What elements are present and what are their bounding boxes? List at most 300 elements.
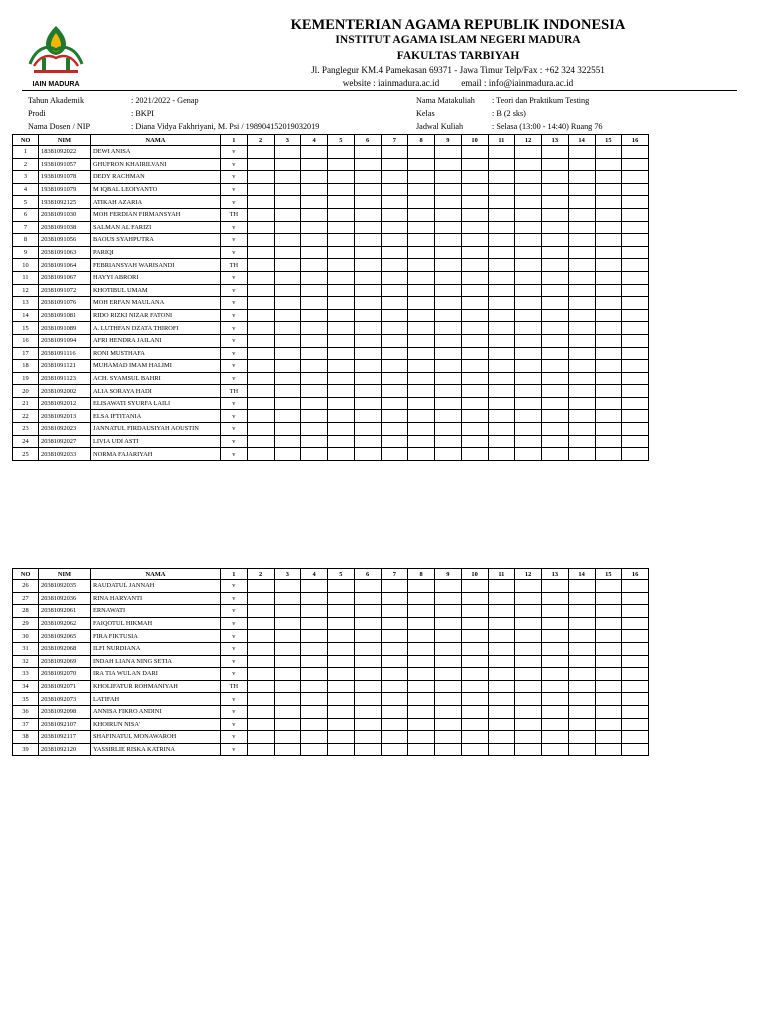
attendance-cell [381, 592, 408, 605]
attendance-cell [247, 372, 274, 385]
attendance-cell [435, 630, 462, 643]
logo-text: IAIN MADURA [32, 81, 80, 88]
attendance-cell [328, 605, 355, 618]
student-nim: 19381091079 [39, 183, 91, 196]
student-name: DEDY RACHMAN [91, 171, 221, 184]
student-nim: 20381092036 [39, 592, 91, 605]
attendance-cell [408, 347, 435, 360]
attendance-cell [354, 234, 381, 247]
attendance-cell [301, 171, 328, 184]
table-row [13, 435, 649, 448]
attendance-cell [622, 334, 649, 347]
attendance-cell [247, 221, 274, 234]
attendance-cell [381, 259, 408, 272]
attendance-cell [542, 580, 569, 593]
attendance-cell [461, 410, 488, 423]
student-name: HAYYI ABRORI [91, 271, 221, 284]
student-name: SALMAN AL FARIZI [91, 221, 221, 234]
attendance-cell [515, 718, 542, 731]
attendance-cell [408, 743, 435, 756]
column-header: 10 [461, 569, 488, 580]
attendance-cell [381, 208, 408, 221]
attendance-cell [274, 208, 301, 221]
attendance-cell [381, 221, 408, 234]
attendance-cell [408, 668, 435, 681]
attendance-cell [595, 731, 622, 744]
attendance-cell [301, 297, 328, 310]
attendance-cell [461, 171, 488, 184]
student-name: KHOLIFATUR ROHMANIYAH [91, 680, 221, 693]
attendance-cell [435, 360, 462, 373]
attendance-cell [435, 297, 462, 310]
attendance-cell [595, 668, 622, 681]
attendance-cell [461, 234, 488, 247]
attendance-cell [381, 680, 408, 693]
attendance-cell [515, 221, 542, 234]
attendance-cell [515, 171, 542, 184]
student-name: ELSA IFTITANIA [91, 410, 221, 423]
attendance-cell [488, 297, 515, 310]
attendance-cell [247, 360, 274, 373]
row-number: 25 [13, 448, 39, 461]
attendance-mark: v [221, 322, 248, 335]
attendance-cell [595, 183, 622, 196]
attendance-cell [328, 397, 355, 410]
student-nim: 20381092033 [39, 448, 91, 461]
attendance-cell [274, 668, 301, 681]
attendance-cell [568, 705, 595, 718]
attendance-cell [408, 208, 435, 221]
column-header: 14 [568, 569, 595, 580]
student-name: JANNATUL FIRDAUSIYAH AOUSTIN [91, 423, 221, 436]
attendance-cell [274, 592, 301, 605]
attendance-cell [515, 322, 542, 335]
attendance-cell [461, 322, 488, 335]
attendance-cell [247, 435, 274, 448]
attendance-cell [301, 221, 328, 234]
attendance-cell [595, 297, 622, 310]
attendance-cell [568, 693, 595, 706]
student-name: NORMA FAJARIYAH [91, 448, 221, 461]
table-row [13, 234, 649, 247]
attendance-cell [301, 271, 328, 284]
attendance-cell [515, 592, 542, 605]
attendance-cell [328, 234, 355, 247]
column-header: 9 [435, 569, 462, 580]
attendance-cell [542, 448, 569, 461]
row-number: 24 [13, 435, 39, 448]
column-header: NIM [39, 569, 91, 580]
attendance-cell [381, 234, 408, 247]
attendance-cell [247, 605, 274, 618]
student-name: LATIFAH [91, 693, 221, 706]
table-row [13, 642, 649, 655]
attendance-mark: v [221, 196, 248, 209]
attendance-cell [515, 158, 542, 171]
attendance-cell [568, 448, 595, 461]
attendance-cell [488, 592, 515, 605]
attendance-cell [488, 259, 515, 272]
attendance-cell [247, 410, 274, 423]
attendance-cell [515, 347, 542, 360]
attendance-cell [595, 309, 622, 322]
attendance-cell [435, 196, 462, 209]
column-header: 6 [354, 569, 381, 580]
attendance-cell [542, 743, 569, 756]
attendance-cell [354, 655, 381, 668]
column-header: NO [13, 569, 39, 580]
attendance-cell [595, 322, 622, 335]
row-number: 26 [13, 580, 39, 593]
attendance-cell [622, 196, 649, 209]
attendance-cell [354, 208, 381, 221]
attendance-cell [568, 183, 595, 196]
attendance-cell [622, 743, 649, 756]
attendance-mark: v [221, 284, 248, 297]
table-row [13, 423, 649, 436]
attendance-cell [542, 410, 569, 423]
attendance-cell [354, 410, 381, 423]
table-row [13, 385, 649, 398]
attendance-cell [515, 668, 542, 681]
attendance-cell [328, 284, 355, 297]
column-header: 15 [595, 135, 622, 146]
attendance-mark: v [221, 397, 248, 410]
table-row [13, 655, 649, 668]
row-number: 11 [13, 271, 39, 284]
attendance-cell [328, 322, 355, 335]
student-nim: 20381092070 [39, 668, 91, 681]
attendance-cell [515, 655, 542, 668]
table-row [13, 259, 649, 272]
attendance-cell [354, 347, 381, 360]
student-nim: 19381091078 [39, 171, 91, 184]
attendance-cell [328, 617, 355, 630]
row-number: 38 [13, 731, 39, 744]
student-name: DEWI ANISA [91, 146, 221, 159]
attendance-cell [354, 322, 381, 335]
column-header: 11 [488, 135, 515, 146]
attendance-table-page1 [12, 134, 649, 461]
attendance-cell [408, 372, 435, 385]
attendance-cell [542, 221, 569, 234]
attendance-cell [568, 642, 595, 655]
row-number: 2 [13, 158, 39, 171]
attendance-cell [542, 605, 569, 618]
attendance-cell [568, 743, 595, 756]
attendance-cell [247, 297, 274, 310]
attendance-cell [247, 592, 274, 605]
attendance-cell [568, 605, 595, 618]
attendance-cell [328, 743, 355, 756]
student-name: ILFI NURDIANA [91, 642, 221, 655]
attendance-cell [542, 397, 569, 410]
attendance-cell [622, 397, 649, 410]
attendance-cell [381, 668, 408, 681]
attendance-cell [568, 731, 595, 744]
attendance-cell [381, 372, 408, 385]
attendance-cell [301, 693, 328, 706]
column-header: 4 [301, 569, 328, 580]
attendance-cell [408, 423, 435, 436]
student-nim: 19381091057 [39, 158, 91, 171]
attendance-cell [622, 385, 649, 398]
attendance-mark: v [221, 668, 248, 681]
attendance-cell [408, 309, 435, 322]
attendance-cell [542, 680, 569, 693]
student-name: PARIQI [91, 246, 221, 259]
attendance-cell [274, 259, 301, 272]
attendance-cell [408, 322, 435, 335]
attendance-cell [595, 580, 622, 593]
attendance-cell [488, 196, 515, 209]
attendance-cell [381, 630, 408, 643]
attendance-cell [328, 718, 355, 731]
attendance-cell [622, 705, 649, 718]
row-number: 20 [13, 385, 39, 398]
attendance-cell [595, 448, 622, 461]
attendance-cell [408, 158, 435, 171]
attendance-mark: v [221, 655, 248, 668]
attendance-cell [354, 372, 381, 385]
attendance-cell [435, 743, 462, 756]
student-nim: 20381092071 [39, 680, 91, 693]
attendance-mark: v [221, 718, 248, 731]
student-name: KHOIRUN NISA' [91, 718, 221, 731]
attendance-cell [435, 435, 462, 448]
table-row [13, 605, 649, 618]
attendance-cell [595, 693, 622, 706]
attendance-cell [408, 146, 435, 159]
attendance-cell [595, 705, 622, 718]
attendance-cell [542, 183, 569, 196]
attendance-cell [488, 680, 515, 693]
tahun-value: : 2021/2022 - Genap [131, 96, 199, 105]
attendance-cell [461, 271, 488, 284]
attendance-mark: v [221, 592, 248, 605]
attendance-cell [274, 435, 301, 448]
attendance-cell [328, 196, 355, 209]
attendance-cell [274, 605, 301, 618]
attendance-cell [301, 680, 328, 693]
attendance-cell [328, 385, 355, 398]
attendance-cell [488, 617, 515, 630]
attendance-cell [622, 234, 649, 247]
student-nim: 20381091076 [39, 297, 91, 310]
attendance-cell [247, 642, 274, 655]
attendance-cell [595, 397, 622, 410]
attendance-cell [381, 580, 408, 593]
attendance-cell [435, 423, 462, 436]
attendance-cell [247, 183, 274, 196]
attendance-cell [381, 410, 408, 423]
table-row [13, 668, 649, 681]
column-header: 8 [408, 135, 435, 146]
student-nim: 20381091081 [39, 309, 91, 322]
attendance-mark: v [221, 605, 248, 618]
attendance-cell [354, 580, 381, 593]
student-nim: 20381091123 [39, 372, 91, 385]
attendance-cell [515, 360, 542, 373]
attendance-cell [488, 743, 515, 756]
student-nim: 20381092069 [39, 655, 91, 668]
attendance-cell [381, 183, 408, 196]
attendance-cell [461, 221, 488, 234]
attendance-cell [542, 372, 569, 385]
attendance-cell [247, 668, 274, 681]
attendance-cell [542, 655, 569, 668]
attendance-cell [274, 334, 301, 347]
attendance-cell [408, 259, 435, 272]
attendance-cell [542, 435, 569, 448]
attendance-cell [488, 322, 515, 335]
attendance-cell [515, 397, 542, 410]
attendance-cell [568, 617, 595, 630]
attendance-mark: TH [221, 259, 248, 272]
attendance-cell [488, 580, 515, 593]
attendance-cell [381, 617, 408, 630]
attendance-cell [408, 196, 435, 209]
attendance-cell [301, 208, 328, 221]
attendance-cell [488, 605, 515, 618]
student-nim: 20381092012 [39, 397, 91, 410]
attendance-cell [328, 334, 355, 347]
attendance-cell [622, 630, 649, 643]
attendance-cell [274, 246, 301, 259]
row-number: 13 [13, 297, 39, 310]
table-row [13, 208, 649, 221]
attendance-cell [301, 718, 328, 731]
attendance-cell [568, 423, 595, 436]
attendance-cell [408, 271, 435, 284]
attendance-cell [515, 680, 542, 693]
attendance-cell [301, 580, 328, 593]
student-name: ACH. SYAMSUL BAHRI [91, 372, 221, 385]
attendance-cell [301, 397, 328, 410]
attendance-cell [622, 410, 649, 423]
attendance-cell [568, 347, 595, 360]
student-nim: 20381092061 [39, 605, 91, 618]
attendance-cell [595, 146, 622, 159]
matkul-label: Nama Matakuliah [416, 96, 475, 105]
attendance-cell [461, 372, 488, 385]
attendance-table-page2 [12, 568, 649, 756]
attendance-cell [515, 334, 542, 347]
attendance-cell [328, 246, 355, 259]
attendance-cell [435, 372, 462, 385]
attendance-cell [568, 397, 595, 410]
attendance-cell [488, 246, 515, 259]
attendance-cell [568, 410, 595, 423]
student-nim: 19381092125 [39, 196, 91, 209]
attendance-cell [328, 705, 355, 718]
column-header: 2 [247, 569, 274, 580]
student-name: MOH ERFAN MAULANA [91, 297, 221, 310]
attendance-cell [381, 158, 408, 171]
attendance-cell [595, 259, 622, 272]
attendance-cell [595, 410, 622, 423]
attendance-cell [381, 309, 408, 322]
row-number: 31 [13, 642, 39, 655]
attendance-cell [595, 158, 622, 171]
attendance-cell [461, 309, 488, 322]
attendance-cell [622, 259, 649, 272]
attendance-cell [408, 410, 435, 423]
attendance-cell [435, 705, 462, 718]
attendance-cell [354, 334, 381, 347]
attendance-cell [461, 655, 488, 668]
student-name: MUHAMAD IMAM HALIMI [91, 360, 221, 373]
attendance-cell [435, 385, 462, 398]
table-row [13, 196, 649, 209]
table-row [13, 410, 649, 423]
attendance-cell [408, 617, 435, 630]
attendance-cell [622, 360, 649, 373]
column-header: 3 [274, 569, 301, 580]
attendance-cell [408, 360, 435, 373]
attendance-cell [488, 731, 515, 744]
attendance-cell [408, 435, 435, 448]
column-header: 6 [354, 135, 381, 146]
attendance-cell [354, 271, 381, 284]
attendance-mark: v [221, 705, 248, 718]
attendance-cell [515, 208, 542, 221]
attendance-cell [408, 246, 435, 259]
attendance-cell [354, 297, 381, 310]
attendance-cell [435, 718, 462, 731]
column-header: 5 [328, 569, 355, 580]
attendance-cell [461, 693, 488, 706]
attendance-cell [542, 731, 569, 744]
table-row [13, 743, 649, 756]
address-line: Jl. Panglegur KM.4 Pamekasan 69371 - Jawa Timur Telp/Fax : +62 324 322551 [311, 65, 605, 75]
attendance-cell [542, 234, 569, 247]
attendance-cell [622, 642, 649, 655]
table-row [13, 397, 649, 410]
row-number: 35 [13, 693, 39, 706]
attendance-mark: v [221, 347, 248, 360]
attendance-cell [488, 642, 515, 655]
attendance-cell [435, 668, 462, 681]
attendance-cell [247, 397, 274, 410]
prodi-label: Prodi [28, 109, 46, 118]
column-header: 5 [328, 135, 355, 146]
attendance-cell [381, 423, 408, 436]
attendance-cell [274, 410, 301, 423]
attendance-cell [301, 655, 328, 668]
attendance-cell [328, 655, 355, 668]
attendance-cell [568, 668, 595, 681]
attendance-cell [408, 693, 435, 706]
student-name: RONI MUSTHAFA [91, 347, 221, 360]
attendance-cell [568, 680, 595, 693]
attendance-cell [274, 655, 301, 668]
attendance-cell [435, 397, 462, 410]
attendance-cell [488, 271, 515, 284]
attendance-cell [461, 385, 488, 398]
attendance-cell [488, 705, 515, 718]
attendance-cell [381, 284, 408, 297]
attendance-cell [328, 693, 355, 706]
column-header: NIM [39, 135, 91, 146]
attendance-cell [515, 435, 542, 448]
attendance-cell [568, 259, 595, 272]
attendance-cell [408, 605, 435, 618]
contact-line [180, 78, 736, 88]
table-row [13, 580, 649, 593]
attendance-cell [274, 423, 301, 436]
attendance-cell [247, 731, 274, 744]
